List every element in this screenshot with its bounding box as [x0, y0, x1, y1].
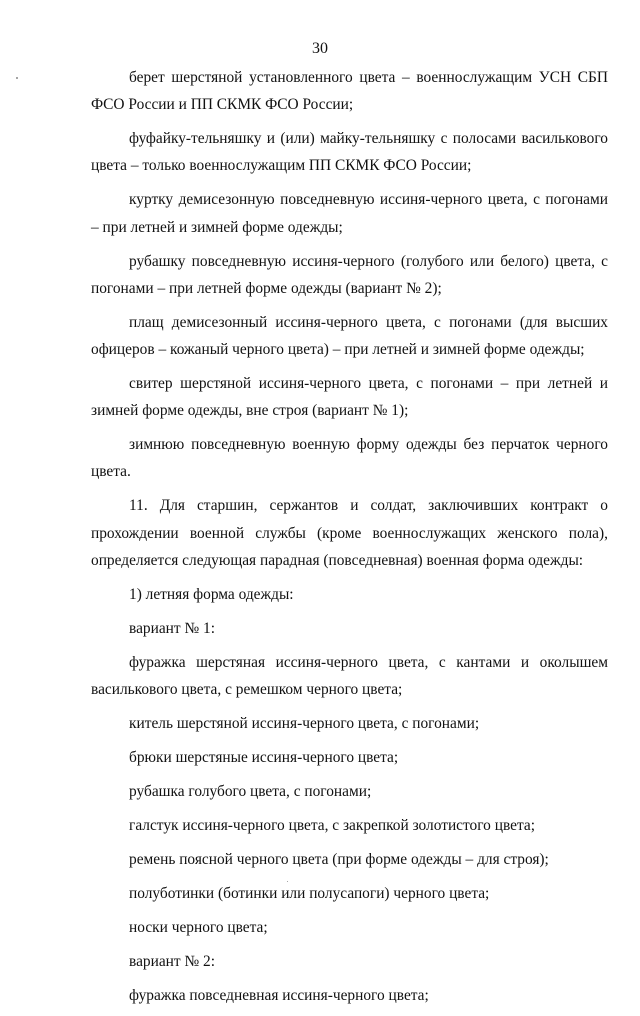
list-item: галстук иссиня-черного цвета, с закрепкой золотистого цвета; — [129, 817, 535, 835]
variant-label: вариант № 1: — [129, 619, 215, 637]
list-item: фуражка шерстяная иссиня-черного цвета, с кантами и околышем василькового цвета, с ремешком черного цвета; — [91, 653, 608, 699]
list-item: полуботинки (ботинки или полусапоги) черного цвета; — [129, 885, 490, 903]
list-item: ремень поясной черного цвета (при форме одежды – для строя); — [129, 851, 549, 869]
list-item: рубашка голубого цвета, с погонами; — [129, 783, 372, 801]
paragraph: плащ демисезонный иссиня-черного цвета, с погонами (для высших офицеров – кожаный черного цвета) – при летней и зимней форме одежды; — [91, 313, 608, 359]
subsection-heading: 1) летняя форма одежды: — [129, 585, 294, 603]
list-item: брюки шерстяные иссиня-черного цвета; — [129, 749, 399, 767]
paragraph: рубашку повседневную иссиня-черного (голубого или белого) цвета, с погонами – при летней форме одежды (вариант № 2); — [91, 252, 608, 297]
paragraph: берет шерстяной установленного цвета – военнослужащим УСН СБП ФСО России и ПП СКМК ФСО России; — [91, 69, 608, 114]
variant-label: вариант № 2: — [129, 953, 215, 971]
list-item: фуражка повседневная иссиня-черного цвета; — [129, 987, 429, 1005]
paragraph: свитер шерстяной иссиня-черного цвета, с погонами – при летней и зимней форме одежды, вне строя (вариант № 1); — [91, 375, 608, 420]
list-item: китель шерстяной иссиня-черного цвета, с погонами; — [129, 715, 480, 733]
paragraph: куртку демисезонную повседневную иссиня-черного цвета, с погонами – при летней и зимней форме одежды; — [91, 191, 608, 236]
scan-artifact-mark — [16, 77, 18, 79]
body-text — [91, 64, 608, 1016]
list-item: носки черного цвета; — [129, 919, 268, 937]
section-paragraph: 11. Для старшин, сержантов и солдат, заключивших контракт о прохождении военной службы (кроме военнослужащих женского пола), определяется следующая парадная (повседневная) военная форма одежды: — [91, 497, 608, 569]
paragraph: зимнюю повседневную военную форму одежды без перчаток черного цвета. — [91, 436, 608, 481]
page-number: 30 — [312, 40, 328, 57]
paragraph: фуфайку-тельняшку и (или) майку-тельняшку с полосами василькового цвета – только военнослужащим ПП СКМК ФСО России; — [91, 130, 608, 175]
